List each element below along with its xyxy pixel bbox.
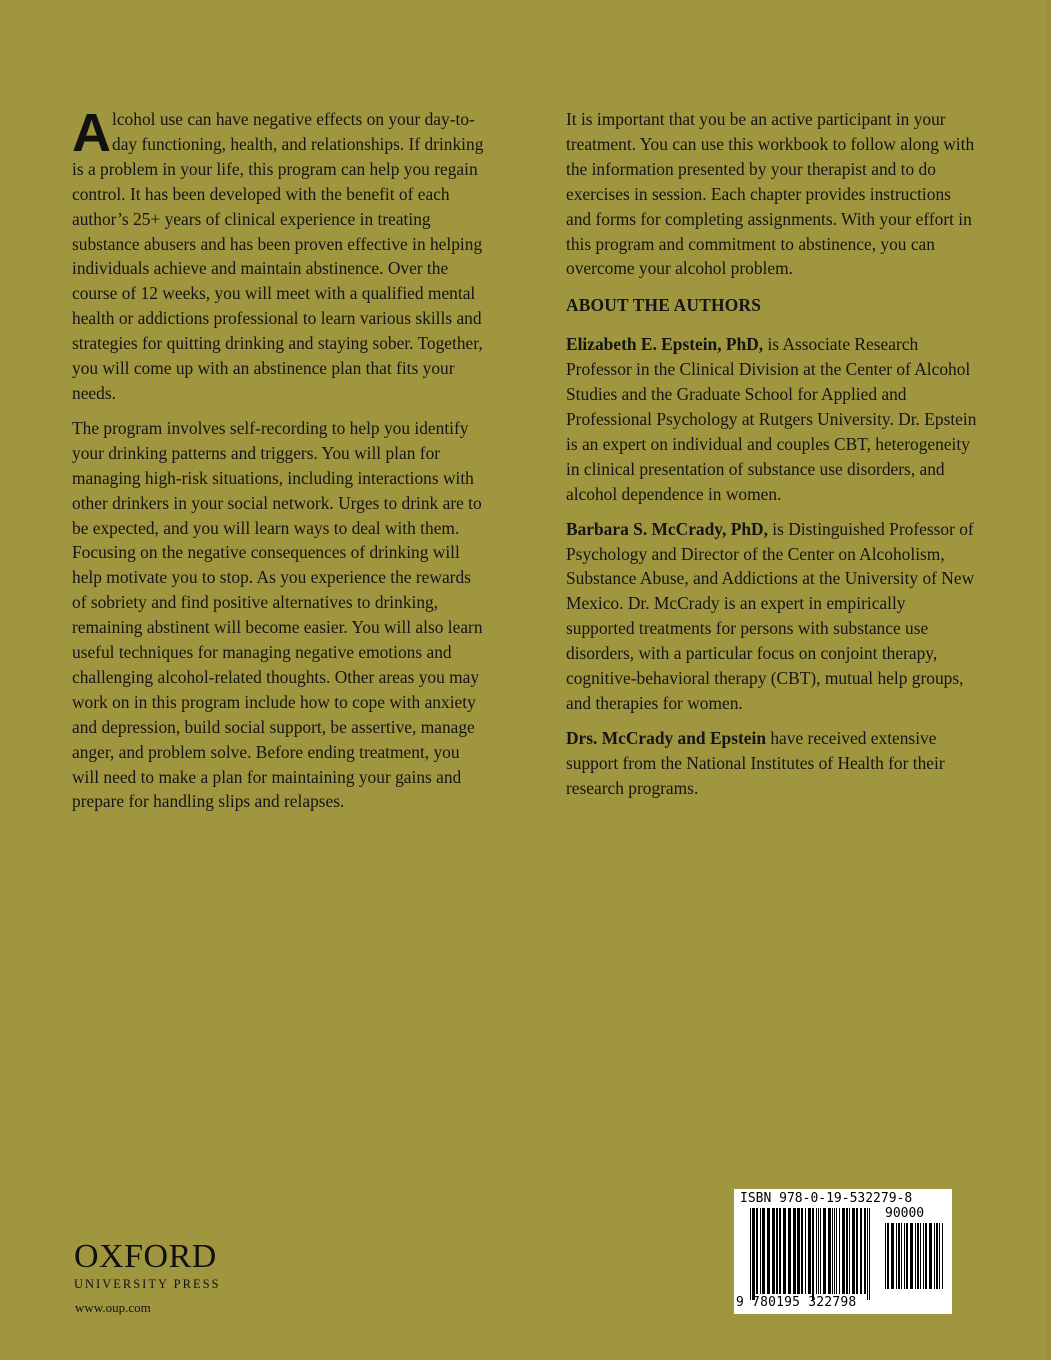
barcode-bar [839, 1208, 840, 1294]
author-bio-epstein [566, 332, 978, 506]
barcode-bar [752, 1208, 755, 1300]
barcode-bar [750, 1208, 751, 1300]
barcode-bar [904, 1223, 905, 1289]
drop-cap: A [72, 103, 111, 163]
barcode-bar [760, 1208, 761, 1294]
barcode-bar [846, 1208, 848, 1294]
barcode-bar [823, 1208, 826, 1294]
barcode-bar [891, 1223, 894, 1289]
barcode-bar [910, 1223, 913, 1289]
barcode-bar [929, 1223, 932, 1289]
barcode-bar [849, 1208, 850, 1294]
publisher-name: OXFORD [74, 1238, 217, 1275]
barcode-bar [906, 1223, 908, 1289]
publisher-url: www.oup.com [75, 1300, 151, 1315]
barcode-bars-icon [750, 1208, 872, 1300]
barcode-bar [812, 1208, 814, 1300]
barcode-bar [772, 1208, 775, 1294]
author-bio-mccrady [566, 517, 978, 716]
barcode-bar [915, 1223, 916, 1289]
isbn-label: ISBN 978-0-19-532279-8 [740, 1191, 913, 1206]
barcode-bar [788, 1208, 791, 1294]
barcode-bar [864, 1208, 866, 1294]
barcode-bar [934, 1223, 935, 1289]
program-paragraph: The program involves self-recording to help you identify your drinking patterns and triggers. You will plan for managing high-risk situations, including interactions with other drinkers in your social network. Urges to drink are to be expected, and you will learn ways to deal with them. Focusing on the negative consequences of drinking will help motivate you to stop. As you experience the rewards of sobriety and find positive alternatives to drinking, remaining abstinent will become easier. You will also learn useful techniques for managing negative emotions and challenging alcohol-related thoughts. Other areas you may work on in this program include how to cope with anxiety and depression, build social support, be assertive, manage anger, and problem solve. Before ending treatment, you will need to make a plan for maintaining your gains and prepare for handling slips and relapses. [72, 417, 483, 812]
publisher-subtitle: UNIVERSITY PRESS [74, 1277, 221, 1291]
barcode-bar [887, 1223, 889, 1289]
barcode-bar [818, 1208, 819, 1294]
barcode-bar [801, 1208, 803, 1294]
barcode-bar [869, 1208, 870, 1300]
left-column [72, 103, 488, 824]
barcode-bar [896, 1223, 897, 1289]
barcode-bar [793, 1208, 796, 1294]
right-column [566, 107, 978, 811]
barcode-bar [939, 1223, 940, 1289]
barcode-bar [816, 1208, 817, 1294]
barcode-bar [920, 1223, 921, 1289]
funding-paragraph [566, 726, 978, 801]
barcode-bar [867, 1208, 868, 1300]
intro-paragraph-text: lcohol use can have negative effects on your day-to-day functioning, health, and relationships. If drinking is a problem in your life, this program can help you regain control. It has been developed with the benefit of each author’s 25+ years of clinical experience in treating substance abusers and has been proven effective in helping individuals achieve and maintain abstinence. Over the course of 12 weeks, you will meet with a qualified mental health or addictions professional to learn various skills and strategies for quitting drinking and staying sober. Together, you will come up with an abstinence plan that fits your needs. [72, 109, 484, 403]
barcode-addon-bars-icon [885, 1223, 945, 1295]
barcode-bar [808, 1208, 811, 1294]
barcode-bar [852, 1208, 855, 1294]
barcode-bar [834, 1208, 835, 1294]
barcode-bar [917, 1223, 919, 1289]
barcode-bar [820, 1208, 821, 1294]
barcode-bar [797, 1208, 800, 1294]
author-name-mccrady: Barbara S. McCrady, PhD, [566, 518, 768, 539]
authors-joint-name: Drs. McCrady and Epstein [566, 727, 767, 748]
barcode-bar [925, 1223, 927, 1289]
barcode-bar [885, 1223, 886, 1289]
barcode-bar [860, 1208, 862, 1294]
barcode-bar [923, 1223, 924, 1289]
author-bio-epstein-text: is Associate Research Professor in the Clinical Division at the Center of Alcohol Studies and the Graduate School for Applied and Professional Psychology at Rutgers University. Dr. Epstein is an expert on individual and couples CBT, heterogeneity in clinical presentation of substance use disorders, and alcohol dependence in women. [566, 334, 977, 504]
author-bio-mccrady-text: is Distinguished Professor of Psychology and Director of the Center on Alcoholism, Substance Abuse, and Addictions at the University of New Mexico. Dr. McCrady is an expert in empirically supported treatments for persons with substance use disorders, with a particular focus on conjoint therapy, cognitive-behavioral therapy (CBT), mutual help groups, and therapies for women. [566, 518, 975, 713]
barcode-bar [762, 1208, 765, 1294]
page-edge [1046, 0, 1051, 1360]
intro-paragraph [72, 103, 488, 406]
barcode-bar [832, 1208, 833, 1294]
participation-paragraph: It is important that you be an active participant in your treatment. You can use this workbook to follow along with the information presented by your therapist and to do exercises in session. Each chapter provides instructions and forms for completing assignments. With your effort in this program and commitment to abstinence, you can overcome your alcohol problem. [566, 109, 975, 279]
price-code: 90000 [885, 1206, 925, 1221]
oxford-logo [74, 1240, 220, 1292]
barcode-bar [836, 1208, 837, 1294]
about-authors-heading: ABOUT THE AUTHORS [566, 295, 762, 316]
barcode-digits: 9 780195 322798 [736, 1295, 857, 1310]
barcode-bar [805, 1208, 806, 1294]
author-name-epstein: Elizabeth E. Epstein, PhD, [566, 334, 764, 355]
barcode-bar [842, 1208, 845, 1294]
barcode-bar [828, 1208, 831, 1294]
barcode-bar [779, 1208, 781, 1294]
barcode-bar [756, 1208, 758, 1294]
barcode-bar [856, 1208, 858, 1294]
barcode-bar [767, 1208, 770, 1294]
barcode-bar [936, 1223, 938, 1289]
barcode-bar [901, 1223, 902, 1289]
barcode-bar [783, 1208, 786, 1294]
funding-paragraph-text: have received extensive support from the National Institutes of Health for their research programs. [566, 727, 945, 798]
barcode-bar [942, 1223, 943, 1289]
barcode-bar [898, 1223, 900, 1289]
barcode-bar [776, 1208, 778, 1294]
isbn-barcode [734, 1189, 952, 1314]
